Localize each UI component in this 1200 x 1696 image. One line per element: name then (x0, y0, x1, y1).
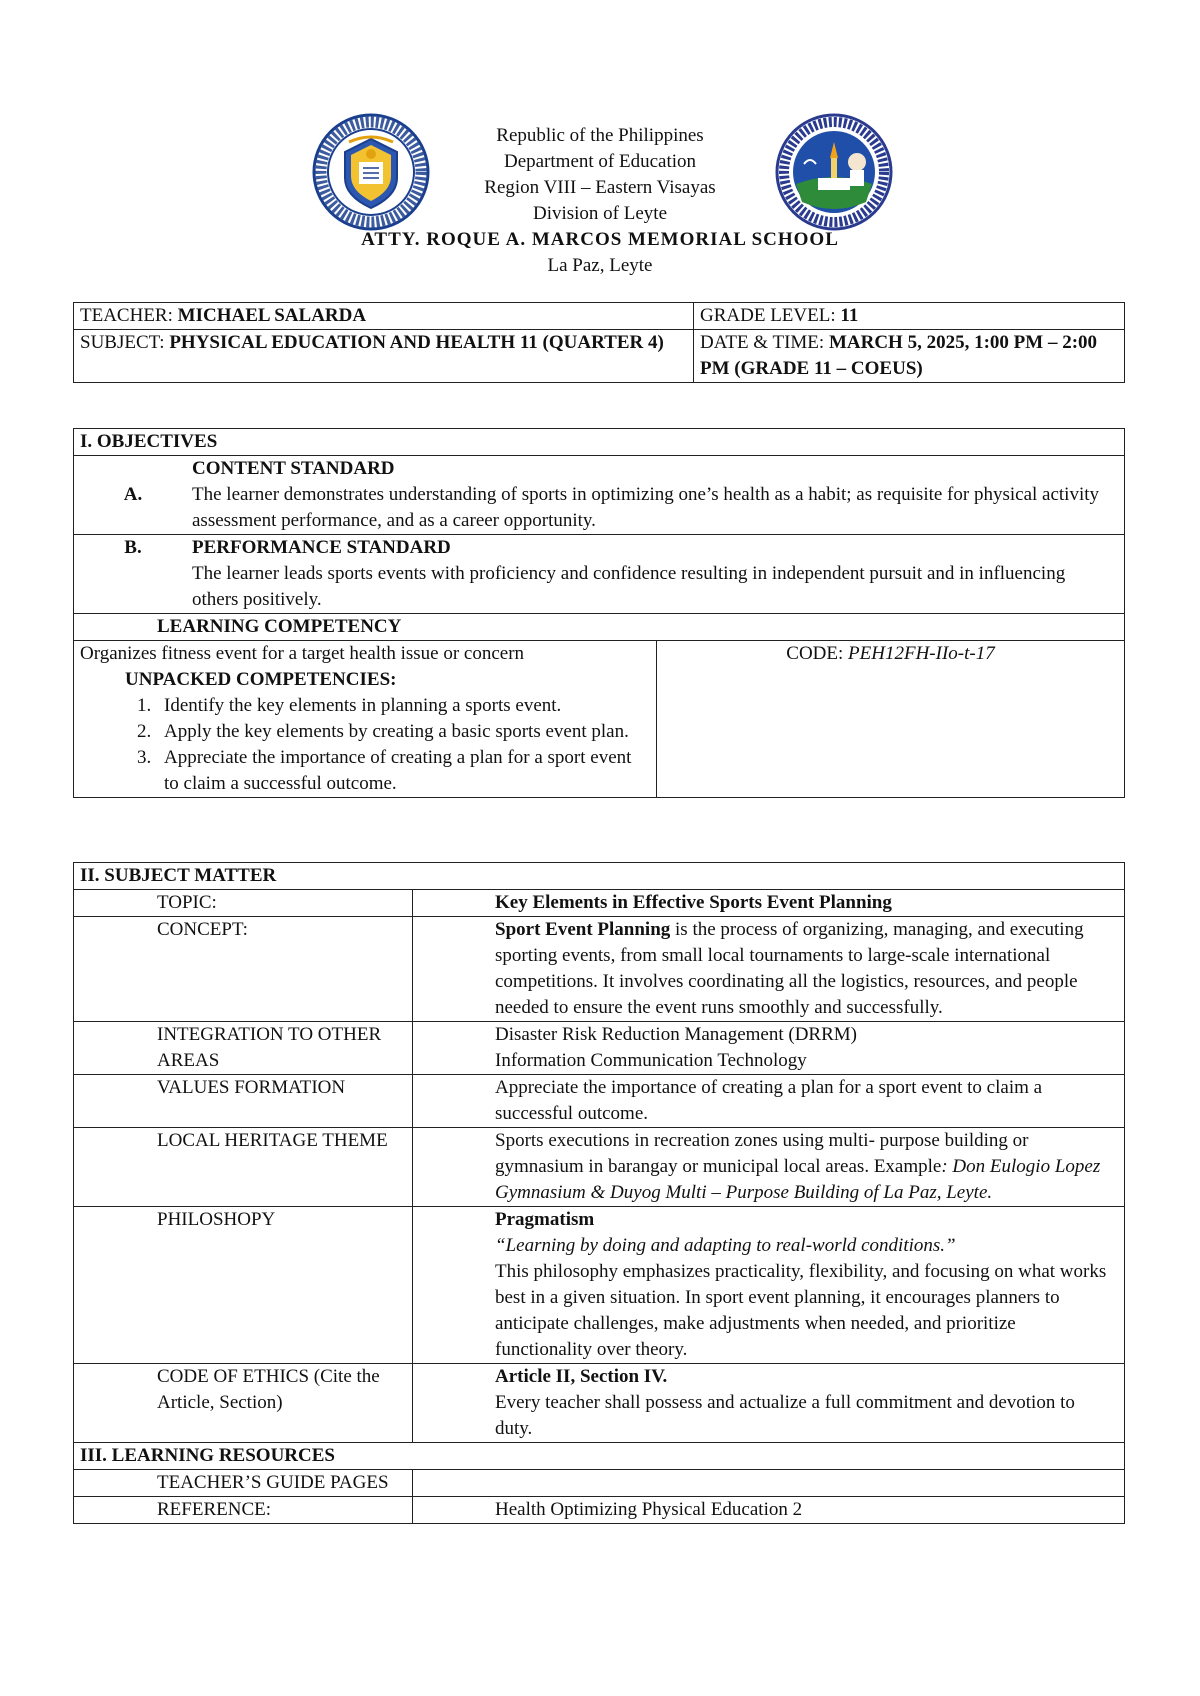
ethics-title: Article II, Section IV. (495, 1366, 668, 1387)
concept-label: CONCEPT: (74, 917, 413, 1022)
datetime-label: DATE & TIME: (700, 332, 829, 353)
teachers-guide-value (413, 1470, 1125, 1497)
table-row (74, 1128, 1125, 1207)
philosophy-title: Pragmatism (495, 1209, 595, 1230)
teacher-name: MICHAEL SALARDA (177, 305, 367, 326)
philosophy-quote: “Learning by doing and adapting to real-world conditions.” (495, 1235, 956, 1256)
table-row (74, 1207, 1125, 1364)
lesson-info-table (73, 302, 1125, 383)
competency-code-cell (657, 641, 1125, 798)
subject-label: SUBJECT: (80, 332, 170, 353)
datetime-value: MARCH 5, 2025, 1:00 PM – 2:00 PM (GRADE 11 – COEUS) (700, 332, 1098, 379)
values-value: Appreciate the importance of creating a plan for a sport event to claim a successful outcome. (413, 1075, 1125, 1128)
content-standard-cell (74, 456, 1125, 535)
subject-matter-heading: II. SUBJECT MATTER (74, 863, 1125, 890)
datetime-cell (694, 330, 1125, 383)
ethics-text: Every teacher shall possess and actualize a full commitment and devotion to duty. (495, 1392, 1075, 1439)
philosophy-text: This philosophy emphasizes practicality, flexibility, and focusing on what works best in a given situation. In sport event planning, it encourages planners to anticipate challenges, make adjustments when needed, and prioritize functionality over theory. (495, 1261, 1107, 1360)
info-row (74, 330, 1125, 383)
table-row (74, 1364, 1125, 1443)
integration-value (413, 1022, 1125, 1075)
list-item: 1. Identify the key elements in planning a sports event. (156, 693, 650, 719)
code-value: PEH12FH-IIo-t-17 (848, 643, 995, 664)
performance-standard-letter: B. (124, 537, 142, 558)
content-standard-text: The learner demonstrates understanding of sports in optimizing one’s health as a habit; as requisite for physical activity assessment performance, and as a career opportunity. (192, 484, 1100, 531)
concept-term: Sport Event Planning (495, 919, 671, 940)
school-name: ATTY. ROQUE A. MARCOS MEMORIAL SCHOOL (361, 229, 839, 250)
topic-label: TOPIC: (74, 890, 413, 917)
table-row (74, 890, 1125, 917)
integration-item: Disaster Risk Reduction Management (DRRM) (495, 1024, 858, 1045)
reference-value: Health Optimizing Physical Education 2 (413, 1497, 1125, 1524)
subject-matter-table (73, 862, 1125, 1524)
values-label: VALUES FORMATION (74, 1075, 413, 1128)
objectives-heading: I. OBJECTIVES (74, 429, 1125, 456)
unpacked-competencies-list (80, 693, 650, 797)
performance-standard-title: PERFORMANCE STANDARD (192, 537, 451, 558)
info-row (74, 303, 1125, 330)
topic-value: Key Elements in Effective Sports Event Planning (413, 890, 1125, 917)
resources-heading: III. LEARNING RESOURCES (74, 1443, 1125, 1470)
teacher-label: TEACHER: (80, 305, 178, 326)
header-region: Region VIII – Eastern Visayas (484, 177, 716, 198)
teacher-cell (74, 303, 694, 330)
heritage-example: : Don Eulogio Lopez Gymnasium & Duyog Multi – Purpose Building of La Paz, Leyte. (495, 1156, 1101, 1203)
table-row (74, 1075, 1125, 1128)
concept-text: is the process of organizing, managing, and executing sporting events, from small local tournaments to large-scale international competitions. It involves coordinating all the logistics, resources, and people needed to ensure the event runs smoothly and successfully. (495, 919, 1084, 1018)
performance-standard-cell (74, 535, 1125, 614)
heritage-text: Sports executions in recreation zones using multi- purpose building or gymnasium in barangay or municipal local areas. Example (495, 1130, 1029, 1177)
subject-value: PHYSICAL EDUCATION AND HEALTH 11 (QUARTER 4) (169, 332, 664, 353)
grade-cell (694, 303, 1125, 330)
table-row (74, 1470, 1125, 1497)
code-label: CODE: (786, 643, 849, 664)
table-row (74, 1022, 1125, 1075)
list-item: 2. Apply the key elements by creating a basic sports event plan. (156, 719, 650, 745)
subject-cell (74, 330, 694, 383)
philosophy-label: PHILOSHOPY (74, 1207, 413, 1364)
heritage-label: LOCAL HERITAGE THEME (74, 1128, 413, 1207)
performance-standard-text: The learner leads sports events with proficiency and confidence resulting in independent pursuit and in influencing others positively. (192, 563, 1066, 610)
learning-competency-heading: LEARNING COMPETENCY (74, 614, 1125, 641)
unpacked-competencies-title: UNPACKED COMPETENCIES: (125, 669, 397, 690)
school-location: La Paz, Leyte (547, 255, 653, 276)
header-division: Division of Leyte (532, 203, 668, 224)
table-row (74, 1497, 1125, 1524)
philosophy-value (413, 1207, 1125, 1364)
ethics-label: CODE OF ETHICS (Cite the Article, Section) (74, 1364, 413, 1443)
list-item: 3. Appreciate the importance of creating a plan for a sport event to claim a successful outcome. (156, 745, 650, 797)
ethics-value (413, 1364, 1125, 1443)
learning-competency-cell (74, 641, 657, 798)
grade-value: 11 (840, 305, 859, 326)
concept-value (413, 917, 1125, 1022)
grade-label: GRADE LEVEL: (700, 305, 841, 326)
header-department: Department of Education (503, 151, 697, 172)
school-header (300, 123, 900, 279)
content-standard-letter: A. (123, 484, 143, 505)
reference-label: REFERENCE: (74, 1497, 413, 1524)
header-country: Republic of the Philippines (496, 125, 704, 146)
integration-item: Information Communication Technology (495, 1050, 807, 1071)
heritage-value (413, 1128, 1125, 1207)
learning-competency-text: Organizes fitness event for a target health issue or concern (80, 643, 525, 664)
integration-label: INTEGRATION TO OTHER AREAS (74, 1022, 413, 1075)
teachers-guide-label: TEACHER’S GUIDE PAGES (74, 1470, 413, 1497)
table-row (74, 917, 1125, 1022)
content-standard-title: CONTENT STANDARD (192, 458, 395, 479)
objectives-table (73, 428, 1125, 798)
